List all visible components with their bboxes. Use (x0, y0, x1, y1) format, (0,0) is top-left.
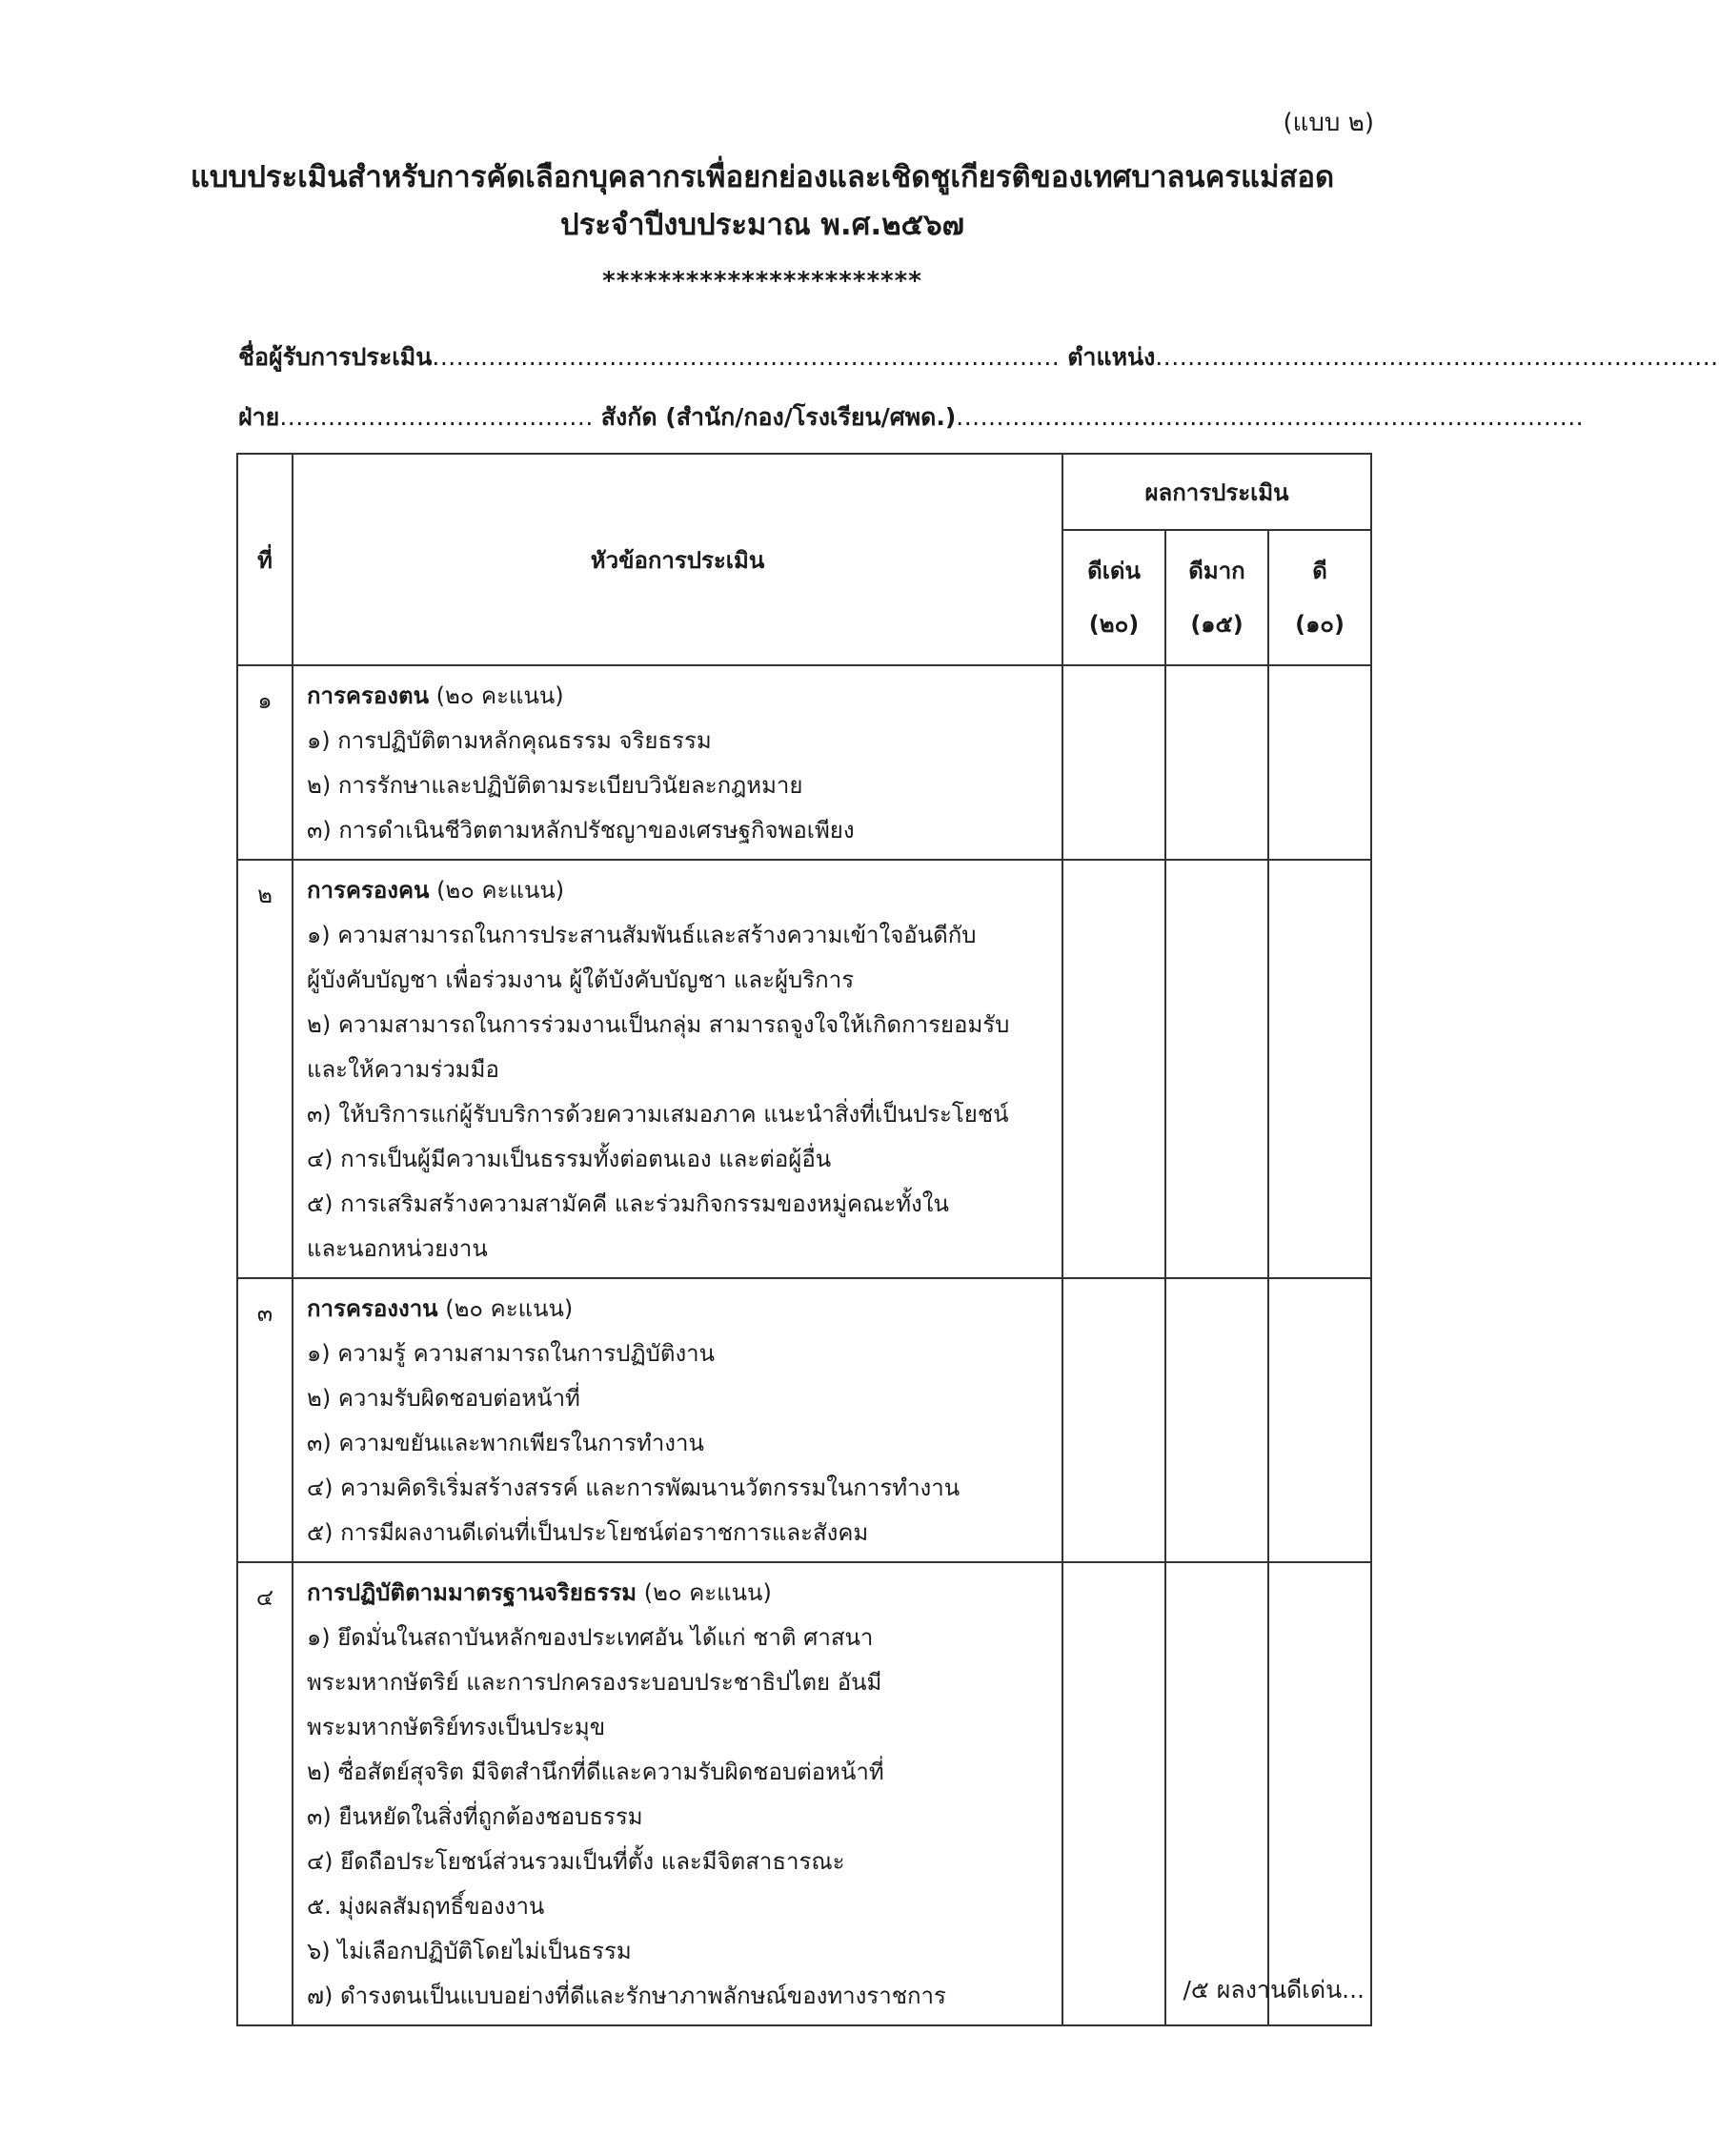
list-item: พระมหากษัตริย์ทรงเป็นประมุข (307, 1714, 606, 1740)
form-code: (แบบ ๒) (1283, 109, 1374, 137)
score-cell-good[interactable] (1268, 1278, 1371, 1562)
section-topic (293, 665, 1062, 860)
table-row (237, 1278, 1371, 1562)
position-field[interactable]: ...................................................................... (1155, 343, 1719, 371)
section-title (307, 1571, 1052, 1616)
section-title (307, 868, 1052, 913)
list-item: ๒) การรักษาและปฏิบัติตามระเบียบวินัยละกฎหมาย (307, 772, 803, 799)
header-score-very-good: ดีมาก (๑๕) (1165, 530, 1268, 665)
table-row (237, 1562, 1371, 2025)
score-cell-good[interactable] (1268, 665, 1371, 860)
list-item: ๓) ความขยันและพากเพียรในการทำงาน (307, 1430, 704, 1456)
list-item: ๔) ความคิดริเริ่มสร้างสรรค์ และการพัฒนานวัตกรรมในการทำงาน (307, 1475, 961, 1501)
footer-continuation-note: /๕ ผลงานดีเด่น... (1183, 1976, 1365, 2003)
list-item: ๑) ความสามารถในการประสานสัมพันธ์และสร้างความเข้าใจอันดีกับ (307, 922, 977, 948)
section-points: (๒๐ คะแนน) (429, 877, 565, 904)
header-result: ผลการประเมิน (1062, 454, 1371, 530)
list-item: ๒) ความสามารถในการร่วมงานเป็นกลุ่ม สามารถจูงใจให้เกิดการยอมรับ (307, 1011, 1010, 1038)
score-cell-very-good[interactable] (1165, 665, 1268, 860)
list-item: ๕. มุ่งผลสัมฤทธิ์ของงาน (307, 1893, 545, 1920)
table-row (237, 860, 1371, 1278)
name-label: ชื่อผู้รับการประเมิน (238, 343, 433, 371)
section-points: (๒๐ คะแนน) (428, 682, 564, 709)
score-cell-outstanding[interactable] (1062, 1278, 1165, 1562)
form-title-line1: แบบประเมินสำหรับการคัดเลือกบุคลากรเพื่อยกย่องและเชิดชูเกียรติของเทศบาลนครแม่สอด (190, 160, 1335, 194)
name-field[interactable]: .............................................................................. (432, 343, 1061, 371)
evaluation-table-body (237, 665, 1371, 2025)
list-item: ๔) ยึดถือประโยชน์ส่วนรวมเป็นที่ตั้ง และมีจิตสาธารณะ (307, 1848, 845, 1875)
section-number: ๒ (237, 860, 293, 1278)
header-score-good: ดี (๑๐) (1268, 530, 1371, 665)
department-label: ฝ่าย (238, 403, 280, 431)
section-points: (๒๐ คะแนน) (637, 1579, 772, 1606)
header-score-outstanding: ดีเด่น (๒๐) (1062, 530, 1165, 665)
score-cell-very-good[interactable] (1165, 860, 1268, 1278)
section-title (307, 674, 1052, 719)
section-title-text: การปฏิบัติตามมาตรฐานจริยธรรม (307, 1579, 637, 1606)
section-number: ๑ (237, 665, 293, 860)
list-item: ๑) ความรู้ ความสามารถในการปฏิบัติงาน (307, 1340, 716, 1367)
section-number: ๔ (237, 1562, 293, 2025)
position-label: ตำแหน่ง (1067, 343, 1156, 371)
section-topic (293, 1562, 1062, 2025)
list-item: ผู้บังคับบัญชา เพื่อร่วมงาน ผู้ใต้บังคับบัญชา และผู้บริการ (307, 966, 855, 993)
list-item: ๓) ยืนหยัดในสิ่งที่ถูกต้องชอบธรรม (307, 1803, 643, 1830)
table-row (237, 665, 1371, 860)
section-topic (293, 1278, 1062, 1562)
name-position-line (238, 338, 1719, 376)
separator: *********************** (602, 267, 922, 295)
section-title (307, 1287, 1052, 1332)
section-title-text: การครองคน (307, 877, 430, 904)
list-item: ๖) ไม่เลือกปฏิบัติโดยไม่เป็นธรรม (307, 1938, 632, 1964)
list-item: และนอกหน่วยงาน (307, 1235, 488, 1262)
section-title-text: การครองงาน (307, 1295, 438, 1322)
department-affiliation-line (238, 398, 1585, 437)
department-field[interactable]: ....................................... (279, 403, 594, 431)
form-title-line2: ประจำปีงบประมาณ พ.ศ.๒๕๖๗ (560, 208, 964, 242)
score-cell-very-good[interactable] (1165, 1562, 1268, 2025)
header-no: ที่ (237, 454, 293, 665)
list-item: ๑) การปฏิบัติตามหลักคุณธรรม จริยธรรม (307, 727, 712, 754)
section-points: (๒๐ คะแนน) (437, 1295, 574, 1322)
score-cell-outstanding[interactable] (1062, 1562, 1165, 2025)
evaluation-table (236, 453, 1372, 2026)
section-topic (293, 860, 1062, 1278)
score-cell-outstanding[interactable] (1062, 665, 1165, 860)
list-item: ๒) ความรับผิดชอบต่อหน้าที่ (307, 1385, 580, 1412)
list-item: ๕) การเสริมสร้างความสามัคคี และร่วมกิจกรรมของหมู่คณะทั้งใน (307, 1190, 949, 1217)
score-cell-good[interactable] (1268, 1562, 1371, 2025)
score-cell-outstanding[interactable] (1062, 860, 1165, 1278)
list-item: และให้ความร่วมมือ (307, 1056, 499, 1083)
list-item: ๕) การมีผลงานดีเด่นที่เป็นประโยชน์ต่อราชการและสังคม (307, 1519, 869, 1546)
affiliation-field[interactable]: .............................................................................. (956, 403, 1585, 431)
section-title-text: การครองตน (307, 682, 429, 709)
list-item: พระมหากษัตริย์ และการปกครองระบอบประชาธิปไตย อันมี (307, 1669, 882, 1696)
list-item: ๓) การดำเนินชีวิตตามหลักปรัชญาของเศรษฐกิจพอเพียง (307, 817, 855, 844)
affiliation-label: สังกัด (สำนัก/กอง/โรงเรียน/ศพด.) (600, 403, 957, 431)
list-item: ๑) ยึดมั่นในสถาบันหลักของประเทศอัน ได้แก่ ชาติ ศาสนา (307, 1624, 874, 1651)
list-item: ๔) การเป็นผู้มีความเป็นธรรมทั้งต่อตนเอง และต่อผู้อื่น (307, 1146, 832, 1172)
section-number: ๓ (237, 1278, 293, 1562)
score-cell-very-good[interactable] (1165, 1278, 1268, 1562)
score-cell-good[interactable] (1268, 860, 1371, 1278)
list-item: ๒) ซื่อสัตย์สุจริต มีจิตสำนึกที่ดีและความรับผิดชอบต่อหน้าที่ (307, 1759, 884, 1785)
header-topic: หัวข้อการประเมิน (293, 454, 1062, 665)
list-item: ๓) ให้บริการแก่ผู้รับบริการด้วยความเสมอภาค แนะนำสิ่งที่เป็นประโยชน์ (307, 1101, 1009, 1128)
list-item: ๗) ดำรงตนเป็นแบบอย่างที่ดีและรักษาภาพลักษณ์ของทางราชการ (307, 1983, 946, 2009)
